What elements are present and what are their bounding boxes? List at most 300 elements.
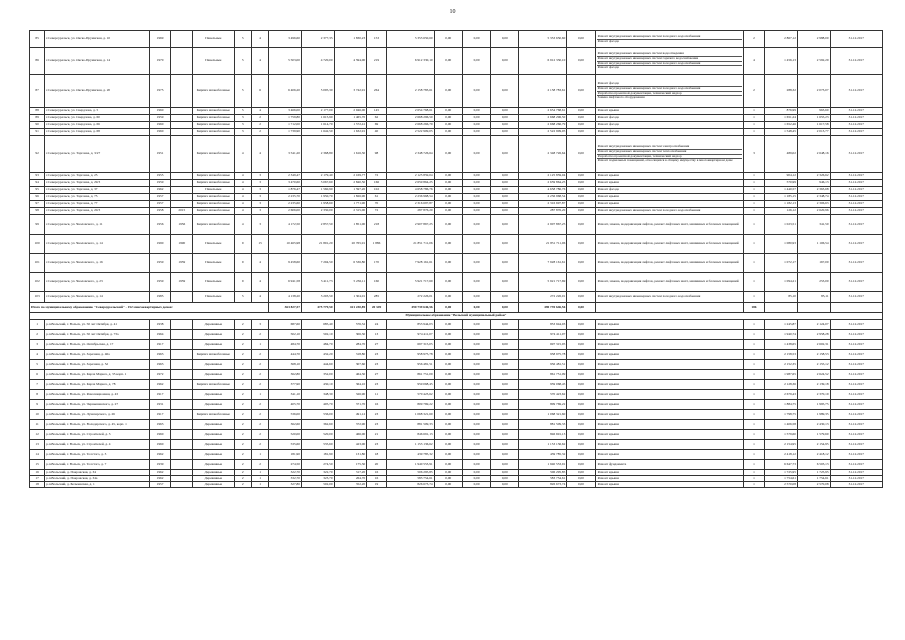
cell-u2: 2 602,31	[797, 340, 830, 350]
table-row	[30, 440, 883, 450]
cell-c1: 0,00	[434, 430, 462, 440]
cell-s2: 2 179,40	[301, 173, 334, 180]
cell-c1: 0,00	[434, 292, 462, 303]
cell-y1: 1985	[149, 292, 171, 303]
cell-s3: 318,80	[334, 350, 367, 360]
cell-s1: 2 349,47	[269, 173, 302, 180]
cell-mat: Деревянные	[193, 482, 234, 488]
cell-c4: 583 754,61	[519, 476, 567, 482]
table-row	[30, 254, 883, 273]
cell-c5: 0,00	[567, 320, 595, 330]
cell-k: 2	[743, 31, 765, 48]
cell-c2: 0,00	[462, 476, 490, 482]
cell-cost: 2 668 266,79	[386, 122, 434, 129]
cell-c3: 0,00	[491, 194, 519, 201]
cell-c5: 0,00	[567, 476, 595, 482]
table-row	[30, 108, 883, 115]
cell-dt: 31.12.2017	[830, 440, 882, 450]
cell-s2: 430,10	[301, 380, 334, 390]
cell-y2	[171, 187, 193, 194]
cell-y1: 1962	[149, 450, 171, 460]
table-row	[30, 273, 883, 292]
cell-en: 4	[251, 273, 268, 292]
cell-u2: 167,00	[797, 254, 830, 273]
cell-s2: 1 950,70	[301, 194, 334, 201]
work-item: Ремонт крыши	[597, 451, 619, 456]
cell-k: 1	[743, 330, 765, 340]
cell-en: 3	[251, 173, 268, 180]
cell-dt: 31.12.2017	[830, 108, 882, 115]
cell-c1: 0,00	[434, 75, 462, 108]
cell-addr: г.Североуральск, ул. Торговая, д. 3/27	[45, 136, 149, 173]
total-area-2: 475 779,50	[301, 303, 334, 313]
cell-y1: 1917	[149, 340, 171, 350]
cell-y2	[171, 420, 193, 430]
cell-mat: Панельные	[193, 292, 234, 303]
cell-cost: 2 236 968,54	[386, 194, 434, 201]
cell-cost: 2 907 867,25	[386, 215, 434, 235]
cell-mat: Деревянные	[193, 430, 234, 440]
cell-fl: 2	[234, 320, 251, 330]
cell-mat: Деревянные	[193, 370, 234, 380]
cell-y1: 1963	[149, 420, 171, 430]
cell-u1: 1 185,15	[765, 194, 798, 201]
cell-k: 1	[743, 215, 765, 235]
cell-c1: 0,00	[434, 330, 462, 340]
cell-cost: 506 295,85	[386, 470, 434, 476]
cell-c3: 0,00	[491, 180, 519, 187]
cell-dt: 31.12.2017	[830, 48, 882, 75]
cell-addr: р.п.Вольский, г. Вольск, ул. Строителей, д. 4	[45, 440, 149, 450]
cell-fl: 2	[234, 390, 251, 400]
cell-cost: 1 153 136,62	[386, 440, 434, 450]
cell-addr: г.Североуральск, ул. Окско-Пруинская, д. 20	[45, 75, 149, 108]
cell-s1: 5 503,00	[269, 48, 302, 75]
cell-c2: 0,00	[462, 430, 490, 440]
cell-res: 23	[367, 420, 387, 430]
cell-works	[595, 292, 743, 303]
cell-en: 4	[251, 108, 268, 115]
cell-c3: 0,00	[491, 31, 519, 48]
table-row	[30, 129, 883, 136]
cell-u1: 2 128,36	[765, 380, 798, 390]
cell-k: 1	[743, 254, 765, 273]
table-row	[30, 235, 883, 254]
cell-y2	[171, 460, 193, 470]
cell-s1: 502,10	[269, 330, 302, 340]
cell-c2: 0,00	[462, 390, 490, 400]
cell-s3: 1 830,23	[334, 31, 367, 48]
cell-res: 18	[367, 450, 387, 460]
cell-c4: 2 236 968,54	[519, 194, 567, 201]
cell-res: 153	[367, 31, 387, 48]
cell-c4: 2 659 864,25	[519, 180, 567, 187]
cell-c3: 0,00	[491, 173, 519, 180]
work-item: Ремонт крыши	[597, 341, 619, 346]
cell-c2: 0,00	[462, 380, 490, 390]
cell-k: 1	[743, 129, 765, 136]
cell-c4: 853 944,03	[519, 320, 567, 330]
cell-s1: 377,90	[269, 380, 302, 390]
cell-u2: 2 326,62	[797, 173, 830, 180]
cell-c1: 0,00	[434, 180, 462, 187]
cell-dt: 31.12.2017	[830, 254, 882, 273]
cell-c1: 0,00	[434, 115, 462, 122]
cell-y1: 1970	[149, 48, 171, 75]
cell-c5: 0,00	[567, 482, 595, 488]
cell-cost: 7 928 161,61	[386, 254, 434, 273]
cell-en: 6	[251, 75, 268, 108]
cell-cost: 697 315,05	[386, 340, 434, 350]
cell-c4: 1 153 136,62	[519, 440, 567, 450]
cell-y1: 1955	[149, 173, 171, 180]
table-row	[30, 75, 883, 108]
cell-y1: 1960	[149, 122, 171, 129]
cell-s3: 576,32	[334, 320, 367, 330]
cell-c3: 0,00	[491, 292, 519, 303]
cell-cost: 272 226,01	[386, 292, 434, 303]
total-count: 186	[743, 303, 765, 313]
total-fund-1: 0,00	[434, 303, 462, 313]
cell-s3: 1 465,70	[334, 115, 367, 122]
cell-n: 13	[30, 440, 45, 450]
rows-block-c	[30, 320, 883, 488]
work-item: Ремонт фасада	[597, 187, 619, 192]
cell-u1: 1 438,65	[765, 340, 798, 350]
cell-s3: 2 169,77	[334, 173, 367, 180]
cell-works	[595, 330, 743, 340]
cell-c5: 0,00	[567, 390, 595, 400]
cell-s2: 535,60	[301, 440, 334, 450]
table-row	[30, 122, 883, 129]
cell-fl: 4	[234, 201, 251, 208]
cell-cost: 583 754,61	[386, 476, 434, 482]
cell-en: 2	[251, 430, 268, 440]
cell-cost: 1 940 553,91	[386, 460, 434, 470]
cell-c3: 0,00	[491, 450, 519, 460]
cell-y2	[171, 180, 193, 187]
cell-y1: 1964	[149, 330, 171, 340]
cell-c1: 0,00	[434, 370, 462, 380]
cell-s2: 323,70	[301, 476, 334, 482]
cell-s1: 6 941,58	[269, 273, 302, 292]
cell-c2: 0,00	[462, 340, 490, 350]
cell-n: 103	[30, 292, 45, 303]
cell-s1: 3 470,60	[269, 180, 302, 187]
cell-c1: 0,00	[434, 420, 462, 430]
cell-en: 15	[251, 235, 268, 254]
cell-c3: 0,00	[491, 108, 519, 115]
cell-addr: р.п.Вольский, г. Вольск, ул. Толстого, д. 3	[45, 450, 149, 460]
work-item: Ремонт крыши	[597, 411, 619, 416]
cell-cost: 1 068 321,60	[386, 410, 434, 420]
cell-u1: 126,12	[765, 208, 798, 215]
work-item: Ремонт крыши	[597, 108, 619, 113]
cell-res: 24	[367, 320, 387, 330]
cell-addr: р.п.Вольский, д. Покровская, д. 34	[45, 470, 149, 476]
cell-works	[595, 129, 743, 136]
cell-en: 3	[251, 208, 268, 215]
cell-y1: 1969	[149, 31, 171, 48]
cell-k: 1	[743, 235, 765, 254]
cell-c1: 0,00	[434, 340, 462, 350]
work-item: Ремонт фасада	[597, 122, 619, 127]
cell-dt: 31.12.2017	[830, 320, 882, 330]
cell-k: 1	[743, 273, 765, 292]
cell-res: 16	[367, 476, 387, 482]
cell-u1: 1 080,93	[765, 235, 798, 254]
municipality-row	[30, 313, 883, 320]
cell-c5: 0,00	[567, 370, 595, 380]
cell-c3: 0,00	[491, 201, 519, 208]
cell-u2: 2 570,08	[797, 482, 830, 488]
cell-c2: 0,00	[462, 273, 490, 292]
cell-k: 1	[743, 400, 765, 410]
work-item: Ремонт крыши	[597, 421, 619, 426]
cell-s3: 1 851,00	[334, 215, 367, 235]
cell-y2	[171, 400, 193, 410]
cell-u2: 2 306,63	[797, 201, 830, 208]
total-area-3: 421 230,89	[334, 303, 367, 313]
cell-works	[595, 201, 743, 208]
rows-block-b	[30, 235, 883, 303]
work-item: Разработка проектной документации, технический надзор	[597, 92, 742, 97]
cell-c3: 0,00	[491, 235, 519, 254]
cell-c2: 0,00	[462, 330, 490, 340]
work-item: Ремонт крыши	[597, 431, 619, 436]
cell-k: 1	[743, 420, 765, 430]
cell-mat: Кирпич шлакоблочные	[193, 380, 234, 390]
cell-c1: 0,00	[434, 390, 462, 400]
cell-k: 1	[743, 360, 765, 370]
cell-c2: 0,00	[462, 108, 490, 115]
table-row	[30, 31, 883, 48]
work-item: Ремонт крыши	[597, 401, 619, 406]
cell-n: 5	[30, 360, 45, 370]
cell-y2	[171, 75, 193, 108]
cell-y2	[171, 350, 193, 360]
cell-addr: г.Североуральск, ул. Свердлова, д. 66	[45, 122, 149, 129]
cell-mat: Панельные	[193, 187, 234, 194]
cell-fl: 3	[234, 122, 251, 129]
cell-s3: 466,00	[334, 430, 367, 440]
total-fund-4: 490 739 646,56	[519, 303, 567, 313]
cell-c3: 0,00	[491, 48, 519, 75]
cell-cost: 881 509,33	[386, 420, 434, 430]
cell-s2: 484,70	[301, 340, 334, 350]
cell-dt: 31.12.2017	[830, 201, 882, 208]
table-row	[30, 136, 883, 173]
cell-en: 2	[251, 400, 268, 410]
cell-c4: 826 673,74	[519, 482, 567, 488]
cell-works	[595, 122, 743, 129]
cell-u1: 1 987,65	[765, 370, 798, 380]
cell-y2	[171, 292, 193, 303]
cell-res: 20	[367, 460, 387, 470]
total-works-empty	[595, 303, 743, 313]
cell-y1: 1938	[149, 320, 171, 330]
cell-addr: г.Североуральск, ул. Торговая, д. 29/3	[45, 180, 149, 187]
cell-u1: 2 867,12	[765, 31, 798, 48]
cell-cost: 2 125 859,04	[386, 173, 434, 180]
cell-res: 264	[367, 75, 387, 108]
cell-c2: 0,00	[462, 482, 490, 488]
cell-c5: 0,00	[567, 208, 595, 215]
cell-s2: 444,60	[301, 360, 334, 370]
cell-works	[595, 350, 743, 360]
cell-c4: 959 068,45	[519, 380, 567, 390]
cell-c5: 0,00	[567, 440, 595, 450]
work-item: Ремонт крыши	[597, 469, 619, 474]
cell-n: 87	[30, 75, 45, 108]
cell-k: 1	[743, 340, 765, 350]
cell-fl: 4	[234, 180, 251, 187]
cell-c1: 0,00	[434, 173, 462, 180]
cell-cost: 570 423,62	[386, 390, 434, 400]
cell-s1: 1 876,47	[269, 187, 302, 194]
cell-c4: 1 068 321,60	[519, 410, 567, 420]
cell-dt: 31.12.2017	[830, 430, 882, 440]
cell-c4: 439 785,32	[519, 450, 567, 460]
cell-n: 15	[30, 460, 45, 470]
cell-y1: 1972	[149, 370, 171, 380]
cell-s2: 3 067,60	[301, 180, 334, 187]
cell-n: 7	[30, 380, 45, 390]
cell-u1: 1 884,75	[765, 400, 798, 410]
cell-works	[595, 235, 743, 254]
cell-u2: 2 418,12	[797, 450, 830, 460]
work-item: Ремонт крыши	[597, 475, 619, 480]
cell-c2: 0,00	[462, 410, 490, 420]
cell-addr: г.Североуральск, ул. Свердлова, д. 68	[45, 129, 149, 136]
cell-c5: 0,00	[567, 173, 595, 180]
table-row	[30, 482, 883, 488]
work-item: Ремонт крыши	[597, 481, 619, 486]
cell-s3: 371,70	[334, 400, 367, 410]
cell-mat: Кирпич шлакоблочные	[193, 194, 234, 201]
cell-cost: 5 353 650,60	[386, 31, 434, 48]
cell-en: 2	[251, 420, 268, 430]
cell-works	[595, 273, 743, 292]
cell-mat: Кирпич шлакоблочные	[193, 115, 234, 122]
table-row	[30, 187, 883, 194]
cell-mat: Панельные	[193, 48, 234, 75]
cell-res: 285	[367, 292, 387, 303]
cell-works	[595, 215, 743, 235]
cell-y1: 1956	[149, 215, 171, 235]
cell-fl: 5	[234, 108, 251, 115]
cell-res: 98	[367, 136, 387, 173]
cell-u2: 946,13	[797, 180, 830, 187]
cell-s3: 131,80	[334, 450, 367, 460]
cell-c1: 0,00	[434, 235, 462, 254]
cell-c1: 0,00	[434, 201, 462, 208]
cell-fl: 5	[234, 75, 251, 108]
cell-u1: 1 652,46	[765, 122, 798, 129]
cell-mat: Кирпич шлакоблочные	[193, 108, 234, 115]
cell-addr: г.Североуральск, ул. Чкаловского, д. 14	[45, 235, 149, 254]
table-row	[30, 173, 883, 180]
cell-u1: 2 679,43	[765, 390, 798, 400]
cell-c3: 0,00	[491, 115, 519, 122]
cell-c2: 0,00	[462, 320, 490, 330]
municipality-title: Муниципальное образование "Вольский муниципальный район"	[30, 313, 883, 320]
cell-addr: р.п.Вольский, г. Вольск, ул. Володарского, д. 45, корп. 1	[45, 420, 149, 430]
cell-addr: р.п.Вольский, г. Вольск, ул. Революционная, д. 43	[45, 390, 149, 400]
cell-n: 88	[30, 108, 45, 115]
cell-works	[595, 420, 743, 430]
cell-n: 96	[30, 194, 45, 201]
table-row	[30, 48, 883, 75]
cell-c3: 0,00	[491, 460, 519, 470]
cell-mat: Кирпич шлакоблочные	[193, 201, 234, 208]
table-row	[30, 194, 883, 201]
cell-u1: 1 406,58	[765, 420, 798, 430]
cell-n: 85	[30, 31, 45, 48]
cell-works	[595, 48, 743, 75]
cell-fl: 9	[234, 254, 251, 273]
cell-mat: Деревянные	[193, 440, 234, 450]
cell-addr: р.п.Вольский, г. Вольск, ул. 50 лет Октября, д. 41	[45, 320, 149, 330]
cell-c2: 0,00	[462, 215, 490, 235]
cell-c1: 0,00	[434, 476, 462, 482]
cell-y2	[171, 440, 193, 450]
cell-en: 4	[251, 136, 268, 173]
table-row	[30, 460, 883, 470]
work-item: Ремонт крыши	[597, 371, 619, 376]
cell-k: 1	[743, 482, 765, 488]
cell-k: 1	[743, 201, 765, 208]
cell-c4: 2 668 296,50	[519, 115, 567, 122]
cell-mat: Деревянные	[193, 330, 234, 340]
cell-mat: Деревянные	[193, 340, 234, 350]
cell-y1: 1959	[149, 273, 171, 292]
table-row	[30, 380, 883, 390]
cell-res: 23	[367, 380, 387, 390]
cell-en: 2	[251, 370, 268, 380]
cell-fl: 4	[234, 173, 251, 180]
cell-mat: Кирпич шлакоблочные	[193, 215, 234, 235]
cell-u1: 1 072,17	[765, 254, 798, 273]
cell-c5: 0,00	[567, 273, 595, 292]
cell-c3: 0,00	[491, 380, 519, 390]
cell-u2: 2 988,00	[797, 31, 830, 48]
total-cost: 490 739 646,56	[386, 303, 434, 313]
cell-c5: 0,00	[567, 340, 595, 350]
cell-cost: 2 348 726,64	[386, 136, 434, 173]
cell-n: 90	[30, 122, 45, 129]
cell-c5: 0,00	[567, 194, 595, 201]
cell-fl: 4	[234, 215, 251, 235]
cell-c2: 0,00	[462, 173, 490, 180]
work-item: Ремонт крыши	[597, 194, 619, 199]
cell-n: 17	[30, 476, 45, 482]
cell-dt: 31.12.2017	[830, 75, 882, 108]
cell-c2: 0,00	[462, 48, 490, 75]
cell-works	[595, 430, 743, 440]
cell-c5: 0,00	[567, 201, 595, 208]
table-row	[30, 292, 883, 303]
cell-n: 101	[30, 254, 45, 273]
page-number: 10	[449, 9, 456, 15]
cell-s2: 432,20	[301, 350, 334, 360]
cell-c2: 0,00	[462, 129, 490, 136]
cell-s2: 1 642,50	[301, 129, 334, 136]
cell-n: 1	[30, 320, 45, 330]
cell-addr: р.п.Вольский, г. Вольск, ул. Карла Маркса, д. 35 корп. 1	[45, 370, 149, 380]
cell-u1: 1 725,95	[765, 470, 798, 476]
cell-fl: 2	[234, 476, 251, 482]
